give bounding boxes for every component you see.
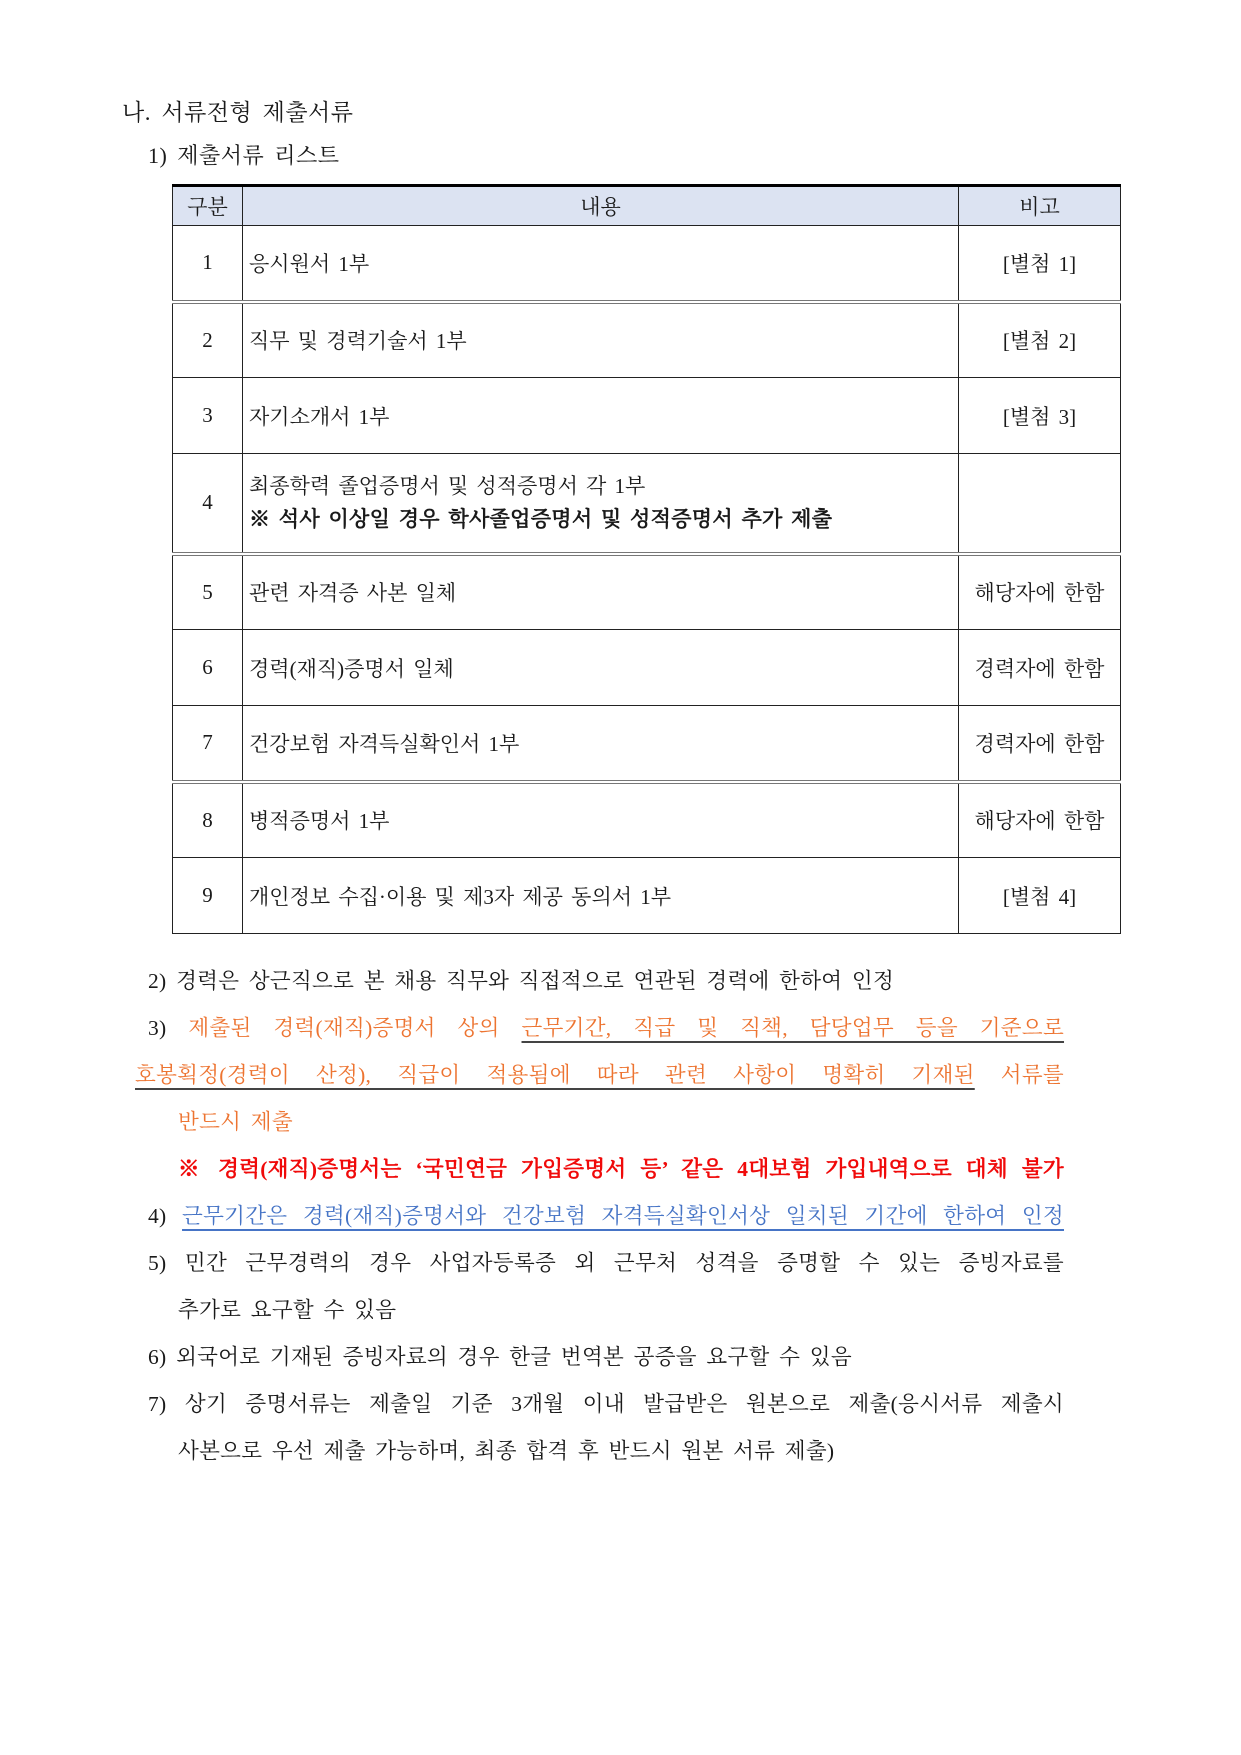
note-4 bbox=[148, 1193, 1064, 1240]
note-3-line-3 bbox=[178, 1099, 1064, 1146]
note-text: 추가로 요구할 수 있음 bbox=[178, 1298, 397, 1322]
note-number: 7) bbox=[148, 1392, 167, 1416]
note-number: 3) bbox=[148, 1016, 167, 1040]
note-text: 경력은 상근직으로 본 채용 직무와 직접적으로 연관된 경력에 한하여 인정 bbox=[176, 969, 895, 993]
row-number: 6 bbox=[173, 630, 243, 706]
note-number: 4) bbox=[148, 1204, 167, 1228]
row-content: 직무 및 경력기술서 1부 bbox=[243, 302, 959, 378]
note-7-line-2 bbox=[178, 1428, 1064, 1475]
note-5-line-1 bbox=[148, 1240, 1064, 1287]
row-content-line2-bold: ※ 석사 이상일 경우 학사졸업증명서 및 성적증명서 추가 제출 bbox=[249, 506, 833, 531]
row-note: [별첨 3] bbox=[959, 378, 1121, 454]
column-header-naeyong: 내용 bbox=[243, 186, 959, 226]
table-row bbox=[173, 706, 1121, 782]
note-text-red-bold: ※ 경력(재직)증명서는 ‘국민연금 가입증명서 등’ 같은 4대보험 가입내역으로 대체 불가 bbox=[178, 1157, 1064, 1181]
note-text-orange-underlined: 호봉획정(경력이 산정), 직급이 적용됨에 따라 관련 사항이 명확히 기재된 bbox=[135, 1063, 975, 1087]
row-number: 8 bbox=[173, 782, 243, 858]
section-title: 나. 서류전형 제출서류 bbox=[122, 100, 354, 125]
row-note bbox=[959, 454, 1121, 554]
row-number: 4 bbox=[173, 454, 243, 554]
row-content: 응시원서 1부 bbox=[243, 226, 959, 302]
row-number: 2 bbox=[173, 302, 243, 378]
table-row bbox=[173, 378, 1121, 454]
row-content bbox=[243, 454, 959, 554]
row-note: [별첨 1] bbox=[959, 226, 1121, 302]
note-text-orange-underlined: 근무기간, 직급 및 직책, 담당업무 등을 기준으로 bbox=[521, 1016, 1065, 1040]
note-number: 5) bbox=[148, 1251, 167, 1275]
row-number: 9 bbox=[173, 858, 243, 934]
note-text-orange: 반드시 제출 bbox=[178, 1110, 293, 1134]
row-content: 경력(재직)증명서 일체 bbox=[243, 630, 959, 706]
row-content: 건강보험 자격득실확인서 1부 bbox=[243, 706, 959, 782]
table-row bbox=[173, 554, 1121, 630]
note-3-line-2 bbox=[135, 1052, 1064, 1099]
note-text: 상기 증명서류는 제출일 기준 3개월 이내 발급받은 원본으로 제출(응시서류 제출시 bbox=[184, 1392, 1064, 1416]
table-row bbox=[173, 226, 1121, 302]
note-text: 사본으로 우선 제출 가능하며, 최종 합격 후 반드시 원본 서류 제출) bbox=[178, 1439, 835, 1463]
note-number: 2) bbox=[148, 969, 167, 993]
row-note: [별첨 4] bbox=[959, 858, 1121, 934]
list-subtitle: 1) 제출서류 리스트 bbox=[148, 143, 340, 168]
table-row bbox=[173, 302, 1121, 378]
row-number: 1 bbox=[173, 226, 243, 302]
row-note: 경력자에 한함 bbox=[959, 706, 1121, 782]
row-content: 자기소개서 1부 bbox=[243, 378, 959, 454]
note-text-orange: 서류를 bbox=[1000, 1063, 1064, 1087]
row-content: 병적증명서 1부 bbox=[243, 782, 959, 858]
note-text: 외국어로 기재된 증빙자료의 경우 한글 번역본 공증을 요구할 수 있음 bbox=[176, 1345, 852, 1369]
row-number: 5 bbox=[173, 554, 243, 630]
note-2 bbox=[148, 958, 1064, 1005]
note-text-blue-underlined: 근무기간은 경력(재직)증명서와 건강보험 자격득실확인서상 일치된 기간에 한하여 인정 bbox=[182, 1204, 1064, 1228]
note-5-line-2 bbox=[178, 1287, 1064, 1334]
submission-documents-table bbox=[172, 184, 1121, 934]
table-row bbox=[173, 782, 1121, 858]
row-number: 3 bbox=[173, 378, 243, 454]
table-header-row bbox=[173, 186, 1121, 226]
table-row bbox=[173, 630, 1121, 706]
note-6 bbox=[148, 1334, 1064, 1381]
row-note: 해당자에 한함 bbox=[959, 554, 1121, 630]
note-text: 민간 근무경력의 경우 사업자등록증 외 근무처 성격을 증명할 수 있는 증빙자료를 bbox=[184, 1251, 1065, 1275]
note-3-red-remark bbox=[178, 1146, 1064, 1193]
table-row bbox=[173, 858, 1121, 934]
row-content: 관련 자격증 사본 일체 bbox=[243, 554, 959, 630]
row-note: [별첨 2] bbox=[959, 302, 1121, 378]
notes-list bbox=[135, 958, 1065, 1475]
note-number: 6) bbox=[148, 1345, 167, 1369]
column-header-bigo: 비고 bbox=[959, 186, 1121, 226]
row-number: 7 bbox=[173, 706, 243, 782]
note-7-line-1 bbox=[148, 1381, 1064, 1428]
row-content: 개인정보 수집·이용 및 제3자 제공 동의서 1부 bbox=[243, 858, 959, 934]
row-content-line1: 최종학력 졸업증명서 및 성적증명서 각 1부 bbox=[249, 473, 646, 498]
row-note: 경력자에 한함 bbox=[959, 630, 1121, 706]
column-header-gubun: 구분 bbox=[173, 186, 243, 226]
table-row bbox=[173, 454, 1121, 554]
row-note: 해당자에 한함 bbox=[959, 782, 1121, 858]
note-text-orange: 제출된 경력(재직)증명서 상의 bbox=[188, 1016, 500, 1040]
note-3-line-1 bbox=[148, 1005, 1064, 1052]
